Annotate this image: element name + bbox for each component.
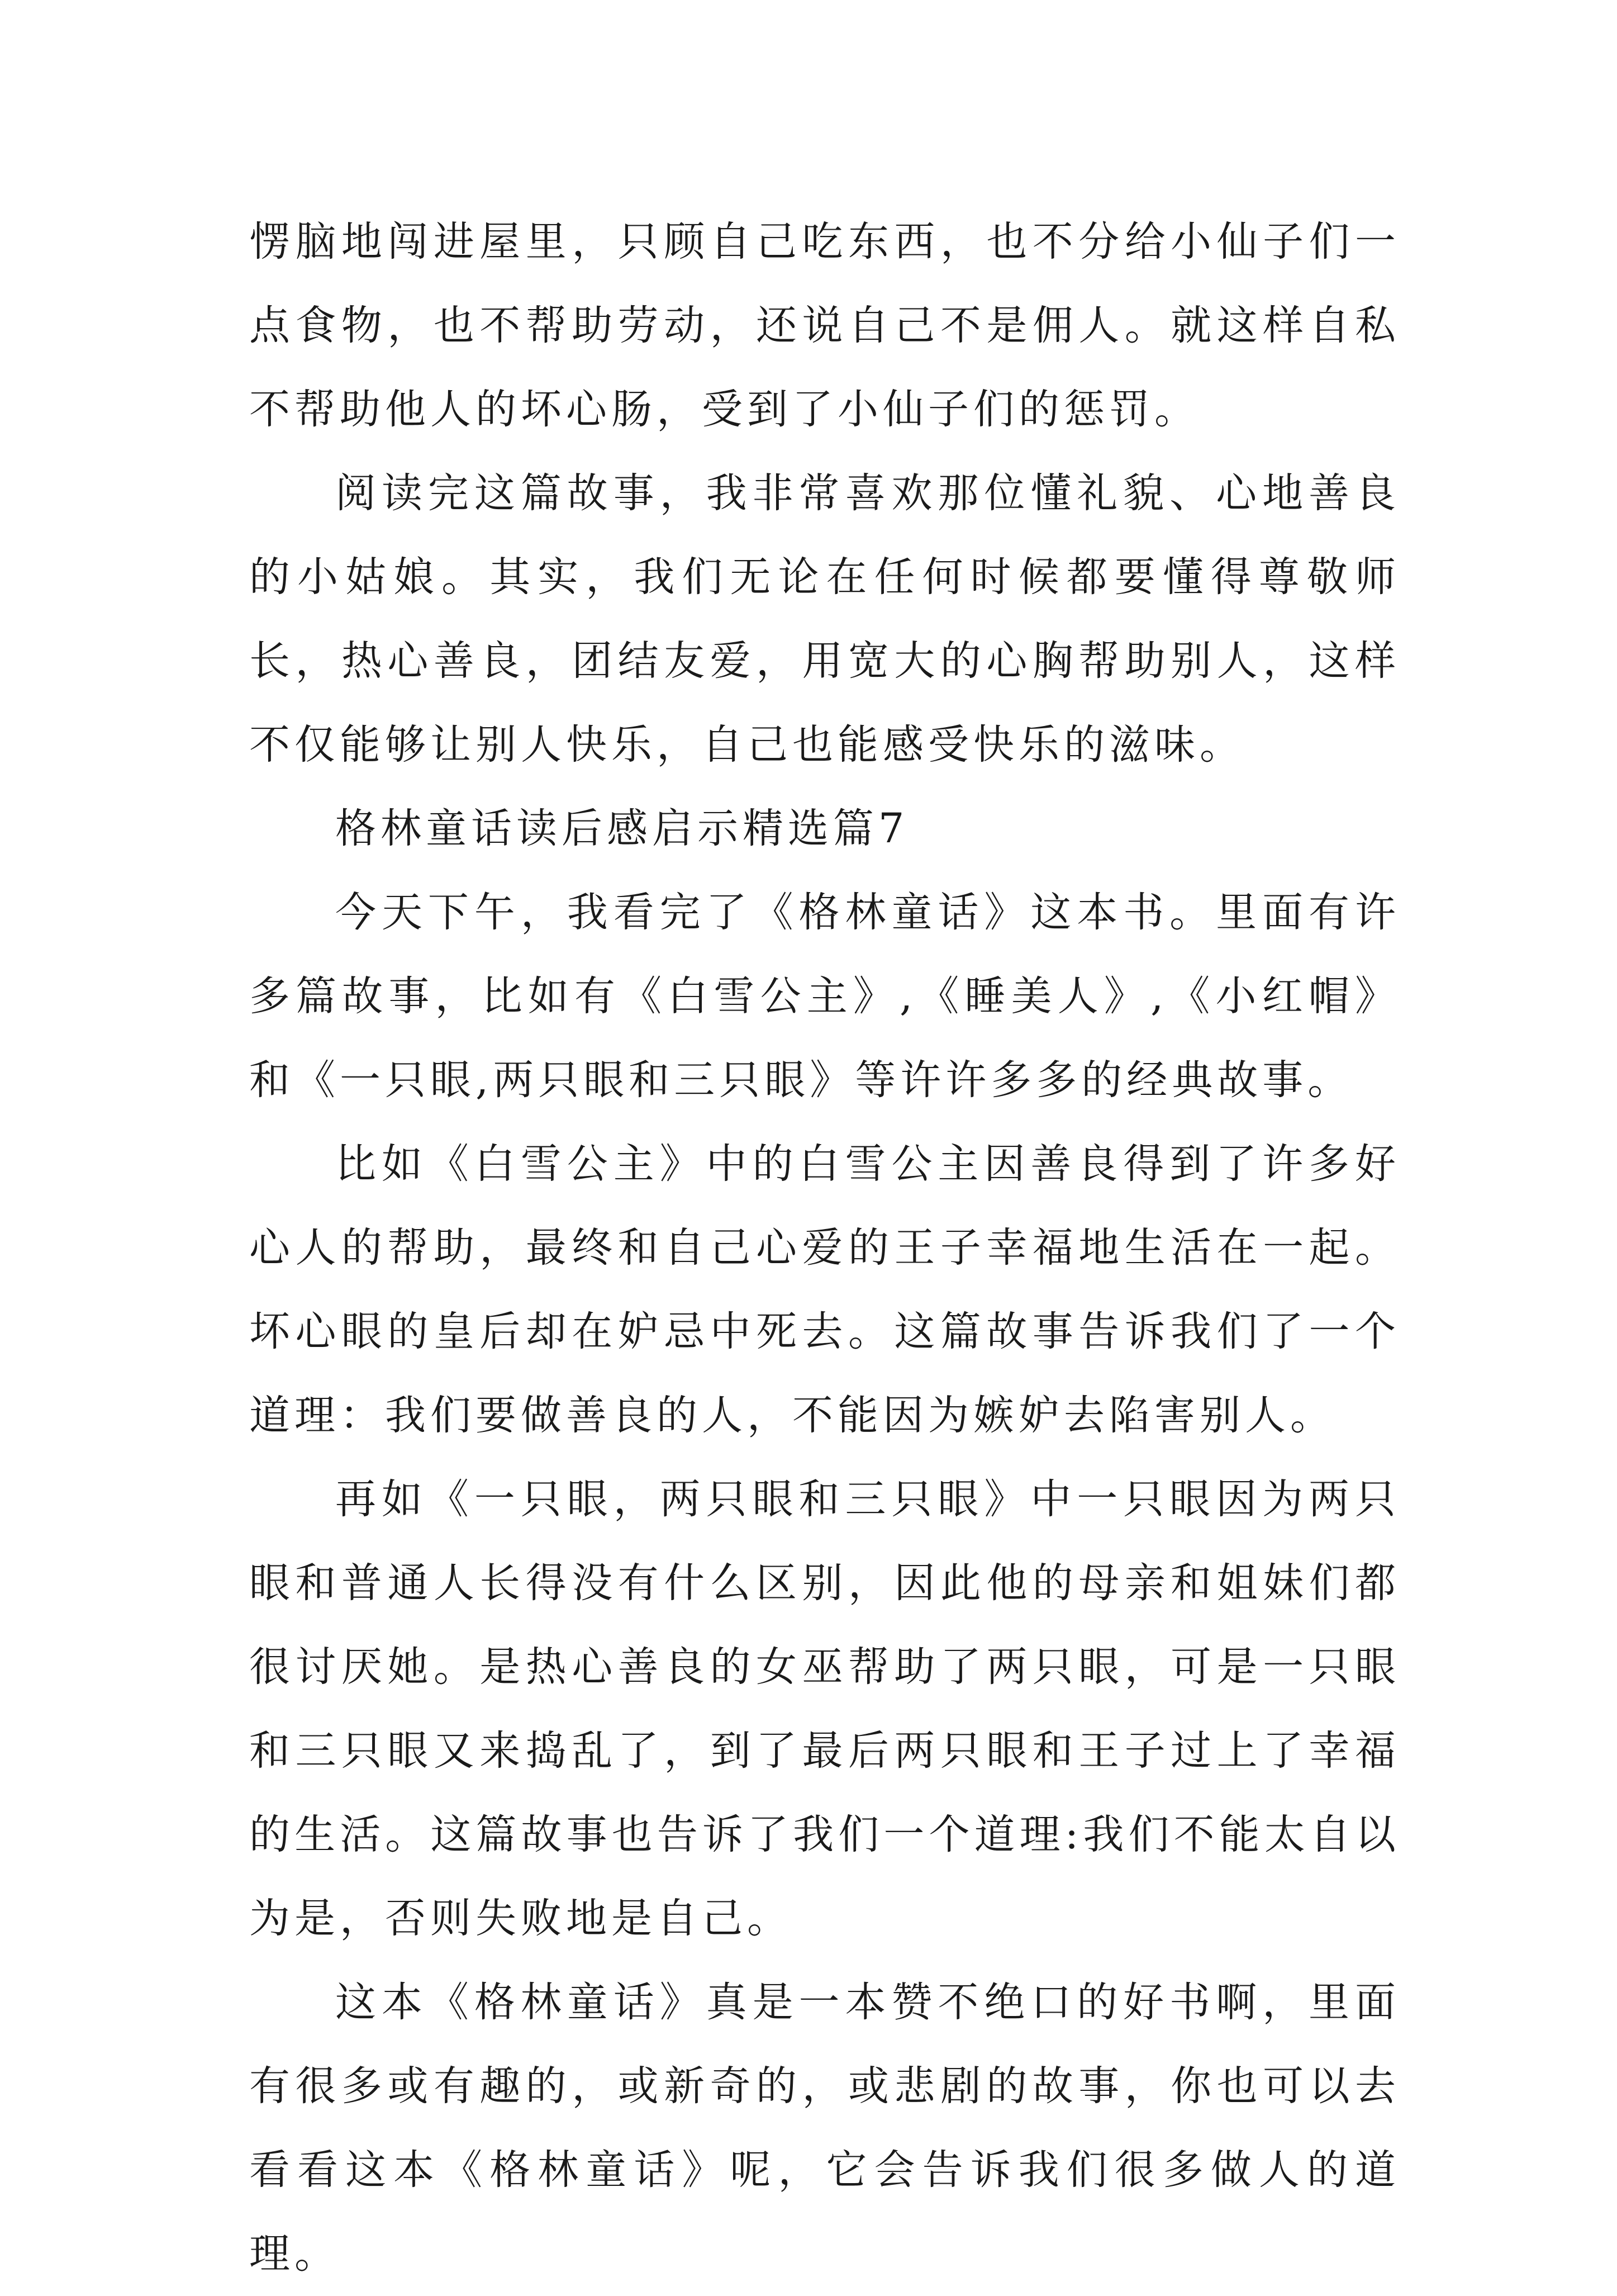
paragraph-conclusion: 这本《格林童话》真是一本赞不绝口的好书啊，里面有很多或有趣的，或新奇的，或悲剧的故事，你也可以去看看这本《格林童话》呢，它会告诉我们很多做人的道理。 bbox=[249, 1979, 1400, 2278]
paragraph-intro: 今天下午，我看完了《格林童话》这本书。里面有许多篇故事，比如有《白雪公主》,《睡美人》,《小红帽》和《一只眼,两只眼和三只眼》等许许多多的经典故事。 bbox=[249, 889, 1400, 1104]
paragraph-one-eye: 再如《一只眼，两只眼和三只眼》中一只眼因为两只眼和普通人长得没有什么区别，因此他的母亲和姐妹们都很讨厌她。是热心善良的女巫帮助了两只眼，可是一只眼和三只眼又来捣乱了，到了最后两只眼和王子过上了幸福的生活。这篇故事也告诉了我们一个道理:我们不能太自以为是，否则失败地是自己。 bbox=[249, 1476, 1400, 1942]
paragraph-continuation: 愣脑地闯进屋里，只顾自己吃东西，也不分给小仙子们一点食物，也不帮助劳动，还说自己不是佣人。就这样自私不帮助他人的坏心肠，受到了小仙子们的惩罚。 bbox=[249, 218, 1400, 433]
document-body bbox=[249, 200, 1400, 2296]
paragraph-snow-white: 比如《白雪公主》中的白雪公主因善良得到了许多好心人的帮助，最终和自己心爱的王子幸福地生活在一起。坏心眼的皇后却在妒忌中死去。这篇故事告诉我们了一个道理：我们要做善良的人，不能因为嫉妒去陷害别人。 bbox=[249, 1140, 1400, 1439]
paragraph-reading-reflection: 阅读完这篇故事，我非常喜欢那位懂礼貌、心地善良的小姑娘。其实，我们无论在任何时候都要懂得尊敬师长，热心善良，团结友爱，用宽大的心胸帮助别人，这样不仅能够让别人快乐，自己也能感受快乐的滋味。 bbox=[249, 469, 1400, 769]
section-heading: 格林童话读后感启示精选篇7 bbox=[335, 805, 909, 852]
